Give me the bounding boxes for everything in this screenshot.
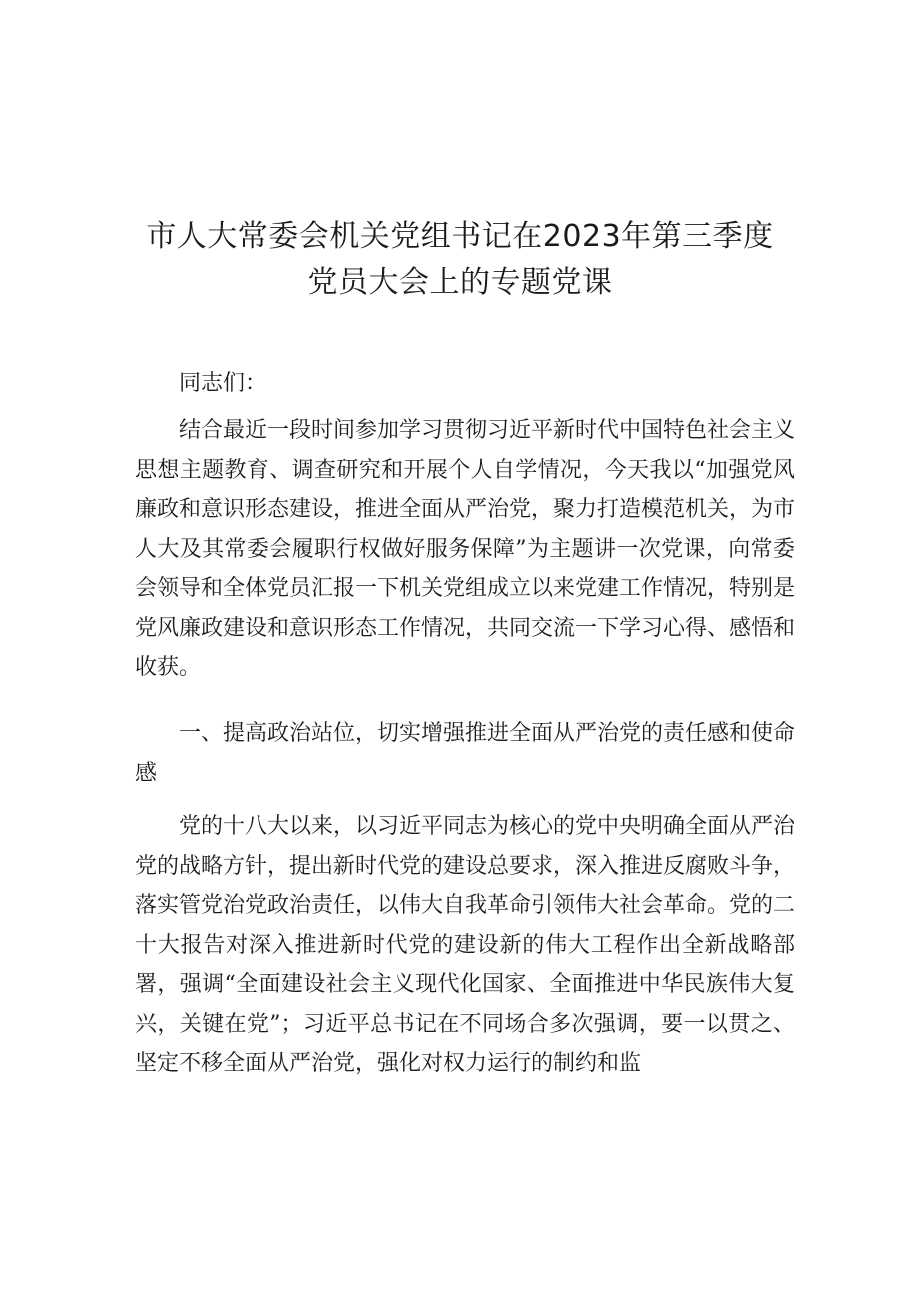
section-heading-1: 一、提高政治站位，切实增强推进全面从严治党的责任感和使命感 — [135, 721, 796, 786]
body-paragraph: 党的十八大以来，以习近平同志为核心的党中央明确全面从严治党的战略方针，提出新时代党的建设总要求，深入推进反腐败斗争，落实管党治党政治责任，以伟大自我革命引领伟大社会革命。党的二十大报告对深入推进新时代党的建设新的伟大工程作出全新战略部署，强调“全面建设社会主义现代化国家、全面推进中华民族伟大复兴，关键在党”；习近平总书记在不同场合多次强调，要一以贯之、坚定不移全面从严治党，强化对权力运行的制约和监 — [135, 814, 796, 1076]
salutation: 同志们： — [179, 371, 268, 396]
intro-paragraph: 结合最近一段时间参加学习贯彻习近平新时代中国特色社会主义思想主题教育、调查研究和开展个人自学情况，今天我以“加强党风廉政和意识形态建设，推进全面从严治党，聚力打造模范机关，为市人大及其常委会履职行权做好服务保障”为主题讲一次党课，向常委会领导和全体党员汇报一下机关党组成立以来党建工作情况，特别是党风廉政建设和意识形态工作情况，共同交流一下学习心得、感悟和收获。 — [135, 418, 796, 680]
document-title-line-2: 党员大会上的专题党课 — [307, 265, 613, 300]
document-title-line-1: 市人大常委会机关党组书记在2023年第三季度 — [146, 219, 774, 254]
